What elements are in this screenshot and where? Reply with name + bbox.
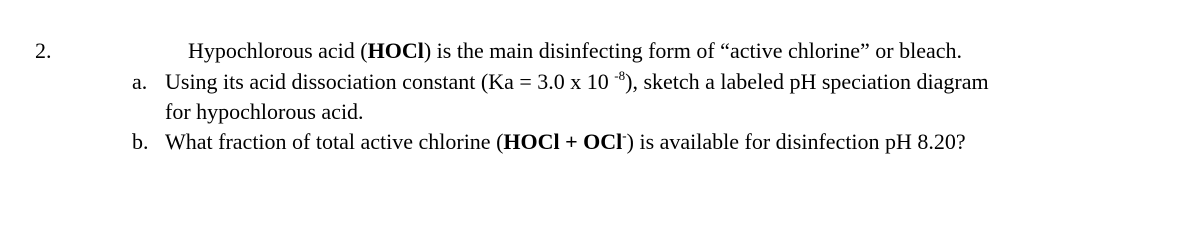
part-b-line bbox=[165, 128, 966, 154]
part-b-formula bbox=[503, 129, 626, 154]
part-a-line-1 bbox=[165, 68, 989, 94]
part-b-marker: b. bbox=[132, 129, 149, 154]
part-a-marker: a. bbox=[132, 69, 148, 94]
question-number: 2. bbox=[35, 38, 52, 63]
part-b-formula-text: HOCl + OCl bbox=[503, 129, 623, 154]
intro-formula: HOCl bbox=[367, 38, 424, 63]
hypochlorite-charge: - bbox=[622, 128, 627, 143]
part-b-text-before: What fraction of total active chlorine ( bbox=[165, 129, 504, 154]
ka-exponent: -8 bbox=[614, 68, 626, 83]
intro-text-after: ) is the main disinfecting form of “active chlorine” or bleach. bbox=[423, 38, 963, 63]
part-a-line-2: for hypochlorous acid. bbox=[165, 99, 364, 124]
part-b-text-after: ) is available for disinfection pH 8.20? bbox=[626, 129, 966, 154]
intro-text-before: Hypochlorous acid ( bbox=[188, 38, 368, 63]
part-a-text-before: Using its acid dissociation constant (Ka = 3.0 x 10 bbox=[165, 69, 615, 94]
part-a-text-after: ), sketch a labeled pH speciation diagram bbox=[625, 69, 989, 94]
question-intro bbox=[188, 40, 962, 62]
